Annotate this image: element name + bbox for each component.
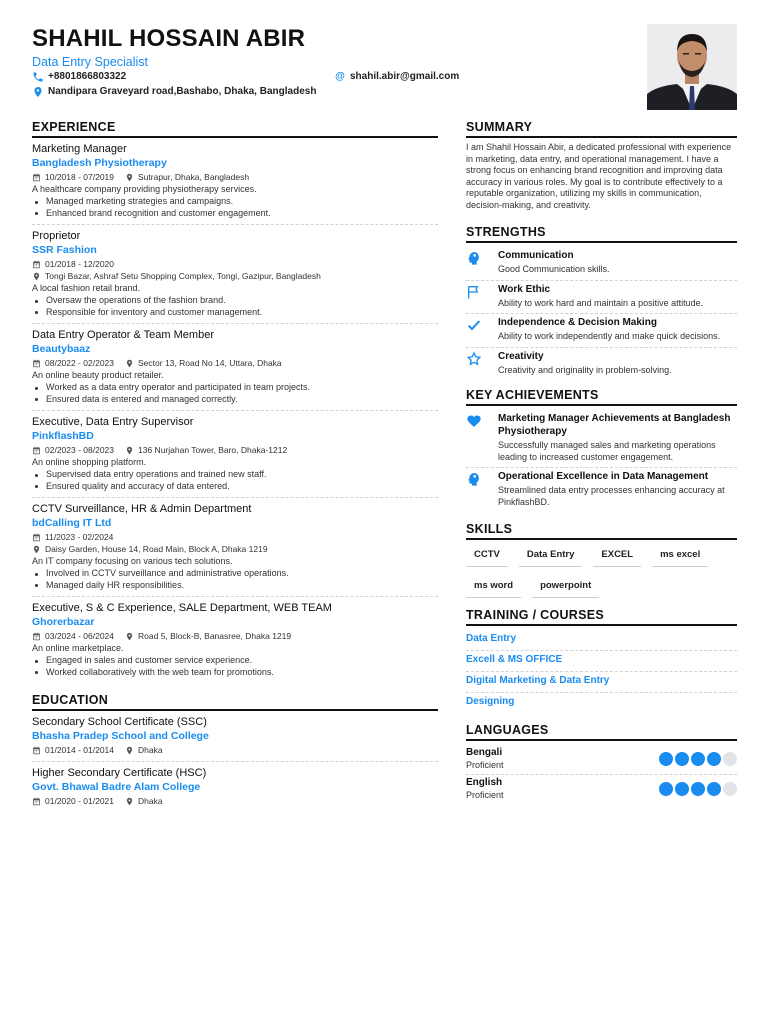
location-pin-icon xyxy=(32,86,44,98)
calendar-icon xyxy=(32,260,41,269)
entry-location-row xyxy=(32,270,438,282)
responsibility-list xyxy=(32,655,438,678)
proficiency-dot xyxy=(675,752,689,766)
course-item[interactable]: Digital Marketing & Data Entry xyxy=(466,672,737,693)
job-title: Data Entry Operator & Team Member xyxy=(32,329,214,341)
address-text: Nandipara Graveyard road,Bashabo, Dhaka, Bangladesh xyxy=(48,86,317,97)
resume-header xyxy=(32,24,632,99)
item-description: Ability to work hard and maintain a positive attitude. xyxy=(498,297,704,308)
profile-photo-image xyxy=(647,24,737,110)
entry-location xyxy=(125,744,163,756)
course-item[interactable]: Data Entry xyxy=(466,630,737,651)
strengths-list xyxy=(466,247,737,380)
training-list xyxy=(466,630,737,713)
responsibility-list xyxy=(32,382,438,405)
location-pin-icon xyxy=(125,173,134,182)
section-title-achievements: KEY ACHIEVEMENTS xyxy=(466,388,737,406)
entry-dates xyxy=(32,744,114,756)
experience-entry xyxy=(32,502,438,597)
experience-entry xyxy=(32,415,438,498)
candidate-role: Data Entry Specialist xyxy=(32,55,149,69)
entry-meta xyxy=(32,444,438,456)
language-level: Proficient xyxy=(466,760,504,770)
strength-item xyxy=(466,247,737,281)
location-pin-icon xyxy=(125,359,134,368)
item-body xyxy=(498,316,720,343)
proficiency-dot xyxy=(659,752,673,766)
company-name[interactable]: bdCalling IT Ltd xyxy=(32,517,112,529)
address-contact xyxy=(32,85,316,99)
job-title: Executive, Data Entry Supervisor xyxy=(32,416,194,428)
calendar-icon xyxy=(32,746,41,755)
entry-dates xyxy=(32,171,114,183)
entry-meta xyxy=(32,795,438,807)
experience-entry xyxy=(32,601,438,683)
entry-location xyxy=(125,630,291,642)
dates-text: 01/2018 - 12/2020 xyxy=(45,259,115,269)
dates-text: 11/2023 - 02/2024 xyxy=(45,532,114,542)
calendar-icon xyxy=(32,359,41,368)
item-icon-wrap xyxy=(466,470,498,508)
responsibility-item: Ensured quality and accuracy of data entered. xyxy=(32,481,438,493)
company-description: An online beauty product retailer. xyxy=(32,370,164,380)
responsibility-item: Oversaw the operations of the fashion brand. xyxy=(32,295,438,307)
right-column xyxy=(466,120,737,804)
school-name[interactable]: Govt. Bhawal Badre Alam College xyxy=(32,781,201,793)
entry-dates xyxy=(32,357,114,369)
item-body xyxy=(498,412,737,463)
responsibility-list xyxy=(32,196,438,219)
strength-item xyxy=(466,281,737,315)
entry-location xyxy=(125,171,249,183)
phone-text: +8801866803322 xyxy=(48,71,127,82)
company-description: An IT company focusing on various tech solutions. xyxy=(32,556,233,566)
location-text: Daisy Garden, House 14, Road Main, Block A, Dhaka 1219 xyxy=(45,544,268,554)
company-description: An online shopping platform. xyxy=(32,457,147,467)
company-name[interactable]: SSR Fashion xyxy=(32,244,97,256)
dates-text: 01/2014 - 01/2014 xyxy=(45,745,115,755)
location-text: 136 Nurjahan Tower, Baro, Dhaka-1212 xyxy=(138,445,288,455)
language-item xyxy=(466,745,737,775)
school-name[interactable]: Bhasha Pradep School and College xyxy=(32,730,209,742)
strength-item xyxy=(466,314,737,348)
phone-icon xyxy=(32,71,44,83)
experience-entry xyxy=(32,142,438,225)
responsibility-item: Worked as a data entry operator and participated in team projects. xyxy=(32,382,438,394)
at-icon: @ xyxy=(335,71,345,82)
language-text xyxy=(466,747,504,771)
location-text: Tongi Bazar, Ashraf Setu Shopping Complex, Tongi, Gazipur, Bangladesh xyxy=(45,271,321,281)
course-item[interactable]: Excell & MS OFFICE xyxy=(466,651,737,672)
degree-name: Higher Secondary Certificate (HSC) xyxy=(32,767,207,779)
summary-text: I am Shahil Hossain Abir, a dedicated professional with experience in marketing, data entry, and operational management. I have a strong focus on enhancing brand recognition and improving data accuracy in various roles. My goal is to contribute effectively to a reputable organization, utilizing my skills in communication, decision-making, and creativity. xyxy=(466,142,732,210)
responsibility-item: Ensured data is entered and managed correctly. xyxy=(32,394,438,406)
email-text: shahil.abir@gmail.com xyxy=(350,71,460,82)
location-pin-icon xyxy=(32,545,41,554)
item-icon-wrap xyxy=(466,350,498,377)
contact-row xyxy=(32,70,632,84)
entry-location xyxy=(32,270,321,282)
location-pin-icon xyxy=(125,797,134,806)
location-pin-icon xyxy=(125,746,134,755)
item-description: Ability to work independently and make quick decisions. xyxy=(498,331,721,341)
flag-icon xyxy=(466,284,482,300)
phone-contact[interactable] xyxy=(32,70,334,84)
responsibility-item: Managed daily HR responsibilities. xyxy=(32,580,438,592)
entry-dates xyxy=(32,258,114,270)
dates-text: 03/2024 - 06/2024 xyxy=(45,631,115,641)
languages-list xyxy=(466,745,737,804)
dates-text: 02/2023 - 08/2023 xyxy=(45,445,115,455)
proficiency-dot xyxy=(691,782,705,796)
section-title-summary: SUMMARY xyxy=(466,120,737,138)
left-column xyxy=(32,120,438,816)
item-description: Successfully managed sales and marketing operations leading to increased customer engagement. xyxy=(498,440,716,462)
entry-dates xyxy=(32,531,113,543)
experience-list xyxy=(32,142,438,683)
proficiency-dots xyxy=(657,782,737,796)
skill-tag: Data Entry xyxy=(519,546,583,567)
location-pin-icon xyxy=(32,272,41,281)
responsibility-list xyxy=(32,295,438,318)
email-contact[interactable] xyxy=(334,70,459,84)
skill-tag: ms word xyxy=(466,577,521,598)
location-text: Sector 13, Road No 14, Uttara, Dhaka xyxy=(138,358,282,368)
entry-dates xyxy=(32,795,114,807)
location-text: Sutrapur, Dhaka, Bangladesh xyxy=(138,172,250,182)
section-title-languages: LANGUAGES xyxy=(466,723,737,741)
responsibility-item: Engaged in sales and customer service experience. xyxy=(32,655,438,667)
strength-item xyxy=(466,348,737,381)
entry-meta xyxy=(32,357,438,369)
item-body xyxy=(498,283,703,310)
item-title: Operational Excellence in Data Management xyxy=(498,471,709,482)
section-title-experience: EXPERIENCE xyxy=(32,120,438,138)
heart-icon xyxy=(466,413,482,429)
company-description: A healthcare company providing physiotherapy services. xyxy=(32,184,257,194)
dates-text: 08/2022 - 02/2023 xyxy=(45,358,115,368)
check-icon xyxy=(466,317,482,333)
responsibility-list xyxy=(32,469,438,492)
item-icon-wrap xyxy=(466,249,498,276)
proficiency-dots xyxy=(657,752,737,766)
experience-entry xyxy=(32,229,438,324)
item-body xyxy=(498,470,737,508)
skill-tag: CCTV xyxy=(466,546,508,567)
experience-entry xyxy=(32,328,438,411)
calendar-icon xyxy=(32,533,41,542)
company-name[interactable]: Ghorerbazar xyxy=(32,616,95,628)
item-title: Communication xyxy=(498,250,574,261)
proficiency-dot xyxy=(723,782,737,796)
language-text xyxy=(466,777,504,801)
responsibility-item: Worked collaboratively with the web team for promotions. xyxy=(32,667,438,679)
section-title-education: EDUCATION xyxy=(32,693,438,711)
degree-name: Secondary School Certificate (SSC) xyxy=(32,716,207,728)
item-body xyxy=(498,350,672,377)
responsibility-item: Supervised data entry operations and trained new staff. xyxy=(32,469,438,481)
location-pin-icon xyxy=(125,446,134,455)
item-title: Marketing Manager Achievements at Bangladesh Physiotherapy xyxy=(498,413,731,437)
location-text: Road 5, Block-B, Banasree, Dhaka 1219 xyxy=(138,631,292,641)
item-title: Work Ethic xyxy=(498,283,551,295)
item-body xyxy=(498,249,610,276)
brain-icon xyxy=(466,250,482,266)
skills-list xyxy=(466,546,737,608)
company-name[interactable]: Bangladesh Physiotherapy xyxy=(32,157,167,169)
profile-photo xyxy=(647,24,737,110)
item-title: Independence & Decision Making xyxy=(498,317,657,328)
item-icon-wrap xyxy=(466,283,498,310)
language-name: English xyxy=(466,777,503,788)
address-row xyxy=(32,85,632,99)
achievement-item xyxy=(466,410,737,468)
proficiency-dot xyxy=(707,752,721,766)
responsibility-item: Enhanced brand recognition and customer engagement. xyxy=(32,208,438,220)
entry-meta xyxy=(32,744,438,756)
proficiency-dot xyxy=(691,752,705,766)
skill-tag: ms excel xyxy=(652,546,708,567)
calendar-icon xyxy=(32,173,41,182)
proficiency-dot xyxy=(723,752,737,766)
job-title: Proprietor xyxy=(32,230,81,242)
proficiency-dot xyxy=(707,782,721,796)
job-title: CCTV Surveillance, HR & Admin Department xyxy=(32,503,252,515)
company-description: An online marketplace. xyxy=(32,643,124,653)
education-entry xyxy=(32,766,438,812)
entry-location xyxy=(125,444,287,456)
brain-icon xyxy=(466,471,482,487)
company-description: A local fashion retail brand. xyxy=(32,283,141,293)
item-description: Good Communication skills. xyxy=(498,264,610,274)
item-description: Creativity and originality in problem-solving. xyxy=(498,364,672,375)
location-text: Dhaka xyxy=(138,796,163,806)
location-text: Dhaka xyxy=(138,745,163,755)
education-entry xyxy=(32,715,438,762)
skill-tag: EXCEL xyxy=(593,546,641,567)
dates-text: 01/2020 - 01/2021 xyxy=(45,796,115,806)
calendar-icon xyxy=(32,446,41,455)
location-pin-icon xyxy=(125,632,134,641)
job-title: Marketing Manager xyxy=(32,143,127,155)
calendar-icon xyxy=(32,632,41,641)
entry-dates xyxy=(32,444,114,456)
calendar-icon xyxy=(32,797,41,806)
dates-text: 10/2018 - 07/2019 xyxy=(45,172,115,182)
entry-location xyxy=(125,795,163,807)
entry-meta xyxy=(32,258,438,270)
education-list xyxy=(32,715,438,812)
proficiency-dot xyxy=(659,782,673,796)
language-name: Bengali xyxy=(466,747,503,758)
entry-dates xyxy=(32,630,114,642)
entry-meta xyxy=(32,171,438,183)
entry-location xyxy=(32,543,268,555)
responsibility-item: Involved in CCTV surveillance and administrative operations. xyxy=(32,568,438,580)
section-title-training: TRAINING / COURSES xyxy=(466,608,737,626)
item-icon-wrap xyxy=(466,316,498,343)
language-level: Proficient xyxy=(466,790,504,800)
achievements-list xyxy=(466,410,737,512)
skill-tag: powerpoint xyxy=(532,577,599,598)
entry-meta xyxy=(32,531,438,543)
item-icon-wrap xyxy=(466,412,498,463)
candidate-name: SHAHIL HOSSAIN ABIR xyxy=(32,25,306,52)
entry-location-row xyxy=(32,543,438,555)
section-title-strengths: STRENGTHS xyxy=(466,225,737,243)
entry-meta xyxy=(32,630,438,642)
job-title: Executive, S & C Experience, SALE Department, WEB TEAM xyxy=(32,602,332,614)
item-title: Creativity xyxy=(498,350,544,362)
course-item[interactable]: Designing xyxy=(466,696,515,707)
responsibility-item: Responsible for inventory and customer management. xyxy=(32,307,438,319)
entry-location xyxy=(125,357,282,369)
company-name[interactable]: Beautybaaz xyxy=(32,343,91,355)
language-item xyxy=(466,775,737,804)
item-description: Streamlined data entry processes enhancing accuracy at PinkflashBD. xyxy=(498,485,725,507)
proficiency-dot xyxy=(675,782,689,796)
achievement-item xyxy=(466,468,737,512)
company-name[interactable]: PinkflashBD xyxy=(32,430,94,442)
section-title-skills: SKILLS xyxy=(466,522,737,540)
responsibility-list xyxy=(32,568,438,591)
responsibility-item: Managed marketing strategies and campaigns. xyxy=(32,196,438,208)
star-icon xyxy=(466,351,482,367)
